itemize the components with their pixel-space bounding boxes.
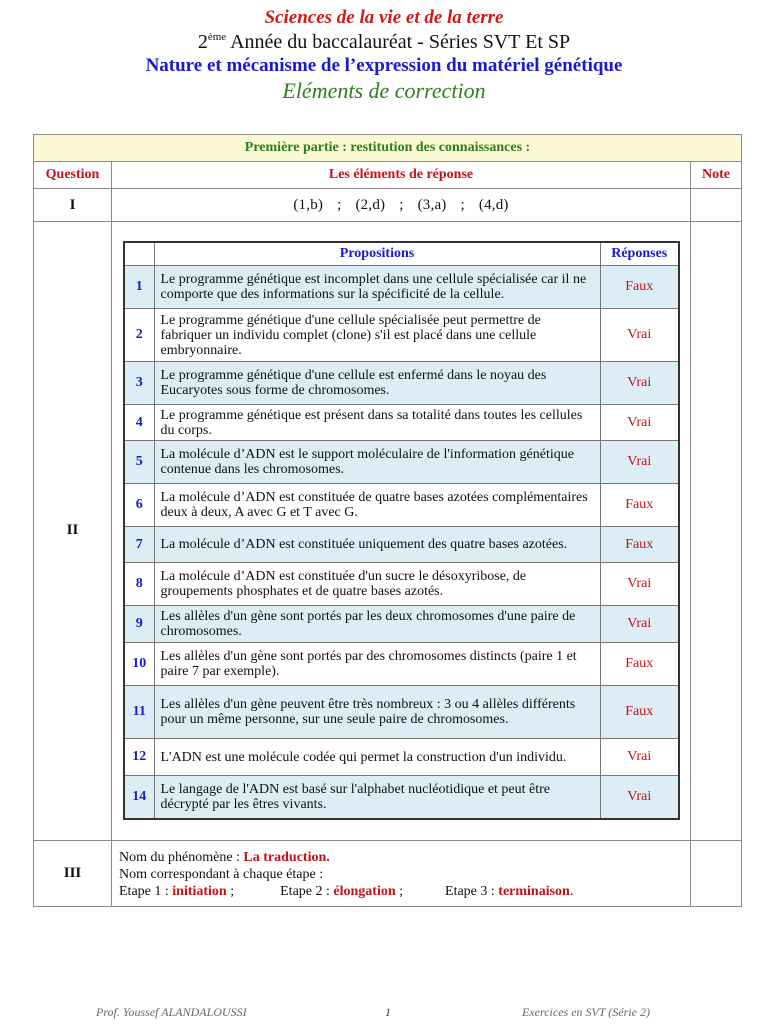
proposition-row: [124, 563, 679, 606]
note-III: [691, 840, 742, 906]
proposition-number: 9: [124, 606, 154, 643]
question-row-II: [34, 222, 742, 841]
proposition-row: [124, 776, 679, 819]
correction-subtitle: Eléments de correction: [282, 78, 486, 103]
document-title: Nature et mécanisme de l’expression du matériel génétique: [145, 55, 623, 76]
phenomenon-line: [119, 849, 684, 866]
footer-series: Exercices en SVT (Série 2): [522, 1005, 650, 1019]
level-number: 2: [197, 31, 208, 53]
proposition-answer: Faux: [600, 686, 679, 739]
step3-end: .: [569, 883, 574, 899]
footer-page-number: 1: [385, 1005, 391, 1019]
step1-value: initiation: [172, 883, 227, 899]
proposition-row: [124, 606, 679, 643]
proposition-row: [124, 686, 679, 739]
proposition-number: 4: [124, 405, 154, 441]
step1-label: Etape 1 :: [119, 883, 173, 899]
proposition-number: 12: [124, 739, 154, 776]
proposition-row: [124, 643, 679, 686]
proposition-number: 7: [124, 527, 154, 563]
step3-value: terminaison: [498, 883, 570, 899]
col-question: Question: [34, 162, 112, 189]
step1-end: ;: [226, 883, 235, 899]
proposition-number: 5: [124, 441, 154, 484]
answer-I: [112, 189, 691, 222]
proposition-text: Le programme génétique d'une cellule spécialisée peut permettre de fabriquer un individu complet (clone) s'il est placé dans une cellule embryonnaire.: [154, 309, 600, 362]
column-header-row: [34, 162, 742, 189]
page-header: [0, 6, 768, 104]
proposition-row: [124, 527, 679, 563]
header-number-cell: [124, 242, 154, 266]
level-line: [0, 30, 768, 54]
step2-end: ;: [395, 883, 404, 899]
col-answer: Les éléments de réponse: [112, 162, 691, 189]
proposition-number: 11: [124, 686, 154, 739]
col-responses: Réponses: [600, 242, 679, 266]
question-row-III: [34, 840, 742, 906]
proposition-number: 8: [124, 563, 154, 606]
propositions-table: [123, 241, 680, 820]
proposition-number: 14: [124, 776, 154, 819]
proposition-text: La molécule d’ADN est le support moléculaire de l'information génétique contenue dans les chromosomes.: [154, 441, 600, 484]
proposition-number: 1: [124, 266, 154, 309]
question-row-I: [34, 189, 742, 222]
phenomenon-label: Nom du phénomène :: [119, 849, 244, 865]
proposition-answer: Vrai: [600, 405, 679, 441]
proposition-answer: Faux: [600, 484, 679, 527]
pair-3: (3,a): [417, 196, 447, 213]
pair-4: (4,d): [478, 196, 509, 213]
steps-line: [119, 883, 684, 900]
proposition-text: Les allèles d'un gène sont portés par les deux chromosomes d'une paire de chromosomes.: [154, 606, 600, 643]
pair-2: (2,d): [355, 196, 386, 213]
proposition-row: [124, 441, 679, 484]
pair-1: (1,b): [293, 196, 324, 213]
question-label-I: I: [34, 189, 112, 222]
phenomenon-value: La traduction.: [243, 849, 330, 865]
step2-label: Etape 2 :: [280, 883, 334, 899]
proposition-answer: Vrai: [600, 309, 679, 362]
proposition-row: [124, 484, 679, 527]
proposition-text: Le langage de l'ADN est basé sur l'alphabet nucléotidique et peut être décrypté par les êtres vivants.: [154, 776, 600, 819]
proposition-text: La molécule d’ADN est constituée de quatre bases azotées complémentaires deux à deux, A avec G et T avec G.: [154, 484, 600, 527]
proposition-number: 3: [124, 362, 154, 405]
answer-III: [112, 840, 691, 906]
level-text: Année du baccalauréat - Séries SVT Et SP: [226, 31, 571, 53]
question-label-III: III: [34, 840, 112, 906]
proposition-row: [124, 405, 679, 441]
proposition-answer: Vrai: [600, 362, 679, 405]
col-note: Note: [691, 162, 742, 189]
note-II: [691, 222, 742, 841]
propositions-body: [124, 266, 679, 819]
answer-II: [112, 222, 691, 841]
note-I: [691, 189, 742, 222]
proposition-text: Le programme génétique est incomplet dans une cellule spécialisée car il ne comporte que des informations sur la spécificité de la cellule.: [154, 266, 600, 309]
propositions-header-row: [124, 242, 679, 266]
proposition-text: Les allèles d'un gène sont portés par des chromosomes distincts (paire 1 et paire 7 par exemple).: [154, 643, 600, 686]
step2-value: élongation: [333, 883, 396, 899]
subject-title: Sciences de la vie et de la terre: [264, 7, 504, 28]
pair-separator: ;: [460, 196, 465, 213]
question-label-II: II: [34, 222, 112, 841]
proposition-row: [124, 362, 679, 405]
proposition-answer: Vrai: [600, 563, 679, 606]
proposition-row: [124, 266, 679, 309]
proposition-answer: Faux: [600, 643, 679, 686]
proposition-text: La molécule d’ADN est constituée uniquement des quatre bases azotées.: [154, 527, 600, 563]
part-title-row: [34, 135, 742, 162]
pair-separator: ;: [337, 196, 342, 213]
proposition-number: 2: [124, 309, 154, 362]
part-title: Première partie : restitution des connaissances :: [34, 135, 742, 162]
pair-separator: ;: [399, 196, 404, 213]
correction-table: [33, 134, 742, 907]
step3-label: Etape 3 :: [445, 883, 499, 899]
proposition-answer: Vrai: [600, 441, 679, 484]
steps-intro: Nom correspondant à chaque étape :: [119, 866, 324, 882]
col-propositions: Propositions: [154, 242, 600, 266]
proposition-number: 10: [124, 643, 154, 686]
proposition-answer: Vrai: [600, 739, 679, 776]
proposition-answer: Faux: [600, 527, 679, 563]
proposition-answer: Vrai: [600, 606, 679, 643]
proposition-row: [124, 739, 679, 776]
proposition-text: Les allèles d'un gène peuvent être très nombreux : 3 ou 4 allèles différents pour un même personne, sur une seule paire de chromosomes.: [154, 686, 600, 739]
proposition-number: 6: [124, 484, 154, 527]
proposition-text: Le programme génétique d'une cellule est enfermé dans le noyau des Eucaryotes sous forme de chromosomes.: [154, 362, 600, 405]
proposition-text: L'ADN est une molécule codée qui permet la construction d'un individu.: [154, 739, 600, 776]
proposition-text: La molécule d’ADN est constituée d'un sucre le désoxyribose, de groupements phosphates et de quatre bases azotés.: [154, 563, 600, 606]
proposition-text: Le programme génétique est présent dans sa totalité dans toutes les cellules du corps.: [154, 405, 600, 441]
level-superscript: ème: [207, 31, 227, 43]
proposition-row: [124, 309, 679, 362]
proposition-answer: Vrai: [600, 776, 679, 819]
proposition-answer: Faux: [600, 266, 679, 309]
footer-author: Prof. Youssef ALANDALOUSSI: [96, 1005, 247, 1019]
